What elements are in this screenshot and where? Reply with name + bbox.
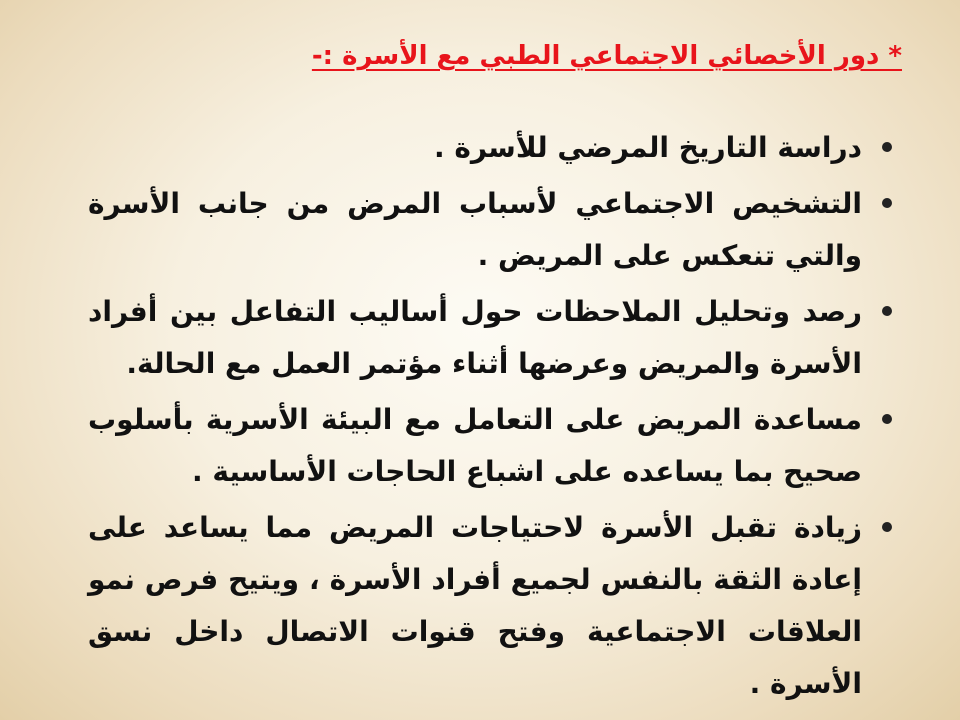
bullet-dot-icon (882, 142, 892, 152)
bullet-text: مساعدة المريض على التعامل مع البيئة الأسرية بأسلوب صحيح بما يساعده على اشباع الحاجات الأساسية . (88, 403, 862, 488)
bullet-dot-icon (882, 522, 892, 532)
bullet-item (88, 286, 898, 390)
bullet-list (88, 122, 898, 714)
bullet-dot-icon (882, 198, 892, 208)
slide-title: * دور الأخصائي الاجتماعي الطبي مع الأسرة :- (311, 41, 902, 71)
bullet-dot-icon (882, 414, 892, 424)
bullet-text: رصد وتحليل الملاحظات حول أساليب التفاعل بين أفراد الأسرة والمريض وعرضها أثناء مؤتمر العمل مع الحالة. (88, 295, 862, 380)
bullet-text: زيادة تقبل الأسرة لاحتياجات المريض مما يساعد على إعادة الثقة بالنفس لجميع أفراد الأسرة ، ويتيح فرص نمو العلاقات الاجتماعية وفتح قنوات الاتصال داخل نسق الأسرة . (88, 511, 862, 700)
bullet-text: التشخيص الاجتماعي لأسباب المرض من جانب الأسرة والتي تنعكس على المريض . (88, 187, 862, 272)
bullet-text: دراسة التاريخ المرضي للأسرة . (433, 131, 862, 164)
bullet-dot-icon (882, 306, 892, 316)
bullet-item (88, 122, 898, 174)
bullet-item (88, 178, 898, 282)
bullet-item (88, 394, 898, 498)
bullet-item (88, 502, 898, 710)
